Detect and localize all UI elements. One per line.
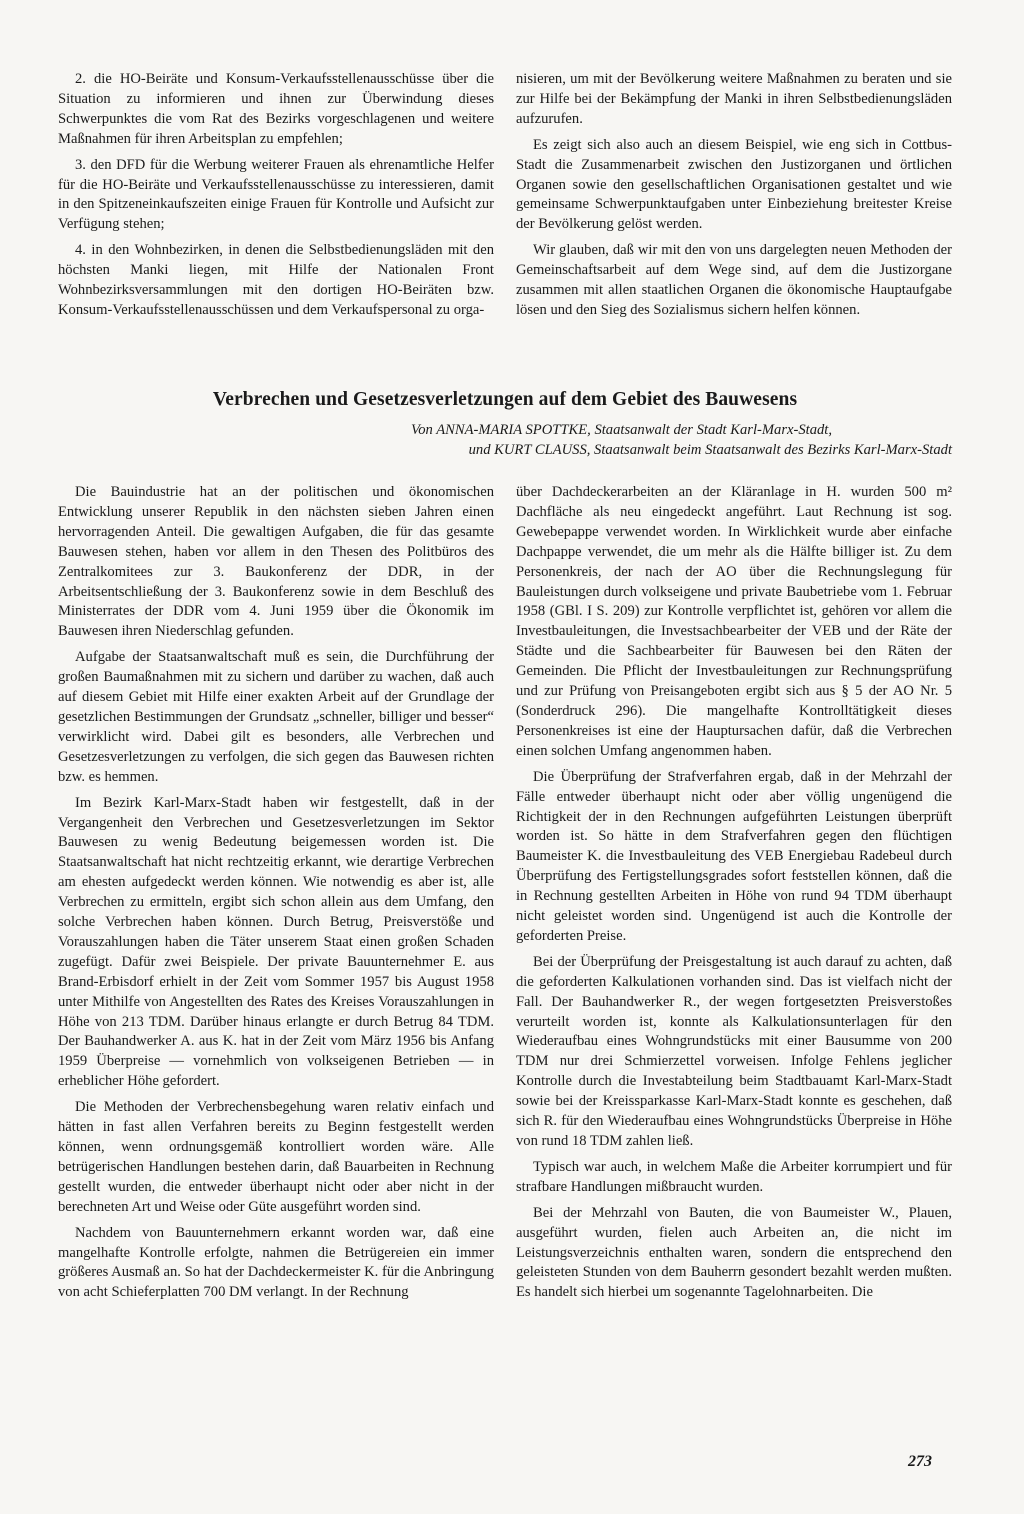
paragraph: Die Methoden der Verbrechensbegehung waren relativ einfach und hätten in fast allen Verfahren bereits zu Beginn festgestellt werden können, wenn ordnungsgemäß kontrolliert worden wäre. Alle betrügerischen Handlungen bestehen darin, daß Bauarbeiten in Rechnung gestellt wurden, die entweder überhaupt nicht oder aber nicht in der berechneten Art und Weise oder Güte ausgeführt worden sind. bbox=[58, 1099, 494, 1215]
list-item: 3. den DFD für die Werbung weiterer Frauen als ehrenamtliche Helfer für die HO-Beiräte und Verkaufsstellenausschüsse zu interessieren, damit in den Spitzeneinkaufszeiten einige Frauen für Kontrolle und Aufsicht zur Verfügung stehen; bbox=[58, 156, 494, 233]
list-item: 2. die HO-Beiräte und Konsum-Verkaufsstellenausschüsse über die Situation zu informieren und ihnen zur Überwindung dieses Schwerpunktes die vom Rat des Bezirks vorgeschlagenen und weitere Maßnahmen für ihren Arbeitsplan zu empfehlen; bbox=[58, 71, 494, 147]
paragraph: Es zeigt sich also auch an diesem Beispiel, wie eng sich in Cottbus-Stadt die Zusammenarbeit zwischen den Justizorganen und örtlichen Organen sowie den gesellschaftlichen Organisationen gestaltet und wie gemeinsame Schwerpunktaufgaben unter Einbeziehung breitester Kreise der Bevölkerung gelöst werden. bbox=[516, 136, 952, 233]
paragraph: über Dachdeckerarbeiten an der Kläranlage in H. wurden 500 m² Dachfläche als neu eingedeckt angeführt. Laut Rechnung ist sog. Gewebepappe verwendet worden. In Wirklichkeit wurde aber einfache Dachpappe verwendet, die um mehr als die Hälfte billiger ist. Zu dem Personenkreis, der nach der AO über die Rechnungslegung für Bauleistungen durch volkseigene und private Baubetriebe vom 1. Februar 1958 (GBl. I S. 209) zur Kontrolle verpflichtet ist, gehören vor allem die Investbauleitungen, die Investsachbearbeiter der VEB und der Räte der Städte und die Sachbearbeiter für Bauwesen bei den Räten der Gemeinden. Die Pflicht der Investbauleitungen zur Rechnungsprüfung und zur Prüfung von Preisangeboten ergibt sich aus § 5 der AO Nr. 5 (Sonderdruck 296). Die mangelhafte Kontrolltätigkeit dieses Personenkreises ist eine der Hauptursachen dafür, daß die Verbrechen einen solchen Umfang angenommen haben. bbox=[516, 484, 952, 759]
article-right-column bbox=[516, 483, 952, 1309]
paragraph: Aufgabe der Staatsanwaltschaft muß es sein, die Durchführung der großen Baumaßnahmen mit zu sichern und darüber zu wachen, daß auch auf diesem Gebiet mit Hilfe einer exakten Arbeit auf der Grundlage der gesetzlichen Bestimmungen der Grundsatz „schneller, billiger und besser“ verwirklicht wird. Dabei gilt es besonders, alle Verbrechen und Gesetzesverletzungen zu verfolgen, die sich gegen das Bauwesen richten bzw. es hemmen. bbox=[58, 649, 494, 785]
top-right-column bbox=[516, 70, 952, 327]
page-number: 273 bbox=[908, 1453, 932, 1470]
paragraph: nisieren, um mit der Bevölkerung weitere Maßnahmen zu beraten und sie zur Hilfe bei der Bekämpfung der Manki in ihren Selbstbedienungsläden aufzurufen. bbox=[516, 71, 952, 127]
article-byline bbox=[140, 421, 952, 460]
article-left-column bbox=[58, 483, 494, 1309]
paragraph: Nachdem von Bauunternehmern erkannt worden war, daß eine mangelhafte Kontrolle erfolgte, nahmen die Betrügereien ein immer größeres Ausmaß an. So hat der Dachdeckermeister K. für die Anbringung von acht Schieferplatten 700 DM verlangt. In der Rechnung bbox=[58, 1224, 494, 1301]
list-item: 4. in den Wohnbezirken, in denen die Selbstbedienungsläden mit den höchsten Manki liegen, mit Hilfe der Nationalen Front Wohnbezirksversammlungen mit den dortigen HO-Beiräten bzw. Konsum-Verkaufsstellenausschüssen und dem Verkaufspersonal zu orga- bbox=[58, 242, 494, 318]
paragraph: Bei der Mehrzahl von Bauten, die von Baumeister W., Plauen, ausgeführt wurden, fielen auch Arbeiten an, die nicht im Leistungsverzeichnis enthalten waren, sondern die entsprechend den geleisteten Stunden von dem Bauherrn gesondert bezahlt werden mußten. Es handelt sich hierbei um sogenannte Tagelohnarbeiten. Die bbox=[516, 1204, 952, 1301]
paragraph: Wir glauben, daß wir mit den von uns dargelegten neuen Methoden der Gemeinschaftsarbeit auf dem Wege sind, auf dem die Justizorgane zusammen mit allen staatlichen Organen die ökonomische Hauptaufgabe lösen und den Sieg des Sozialismus sichern helfen können. bbox=[516, 242, 952, 318]
byline-author-1: Von ANNA-MARIA SPOTTKE, Staatsanwalt der Stadt Karl-Marx-Stadt, bbox=[410, 422, 832, 438]
paragraph: Die Bauindustrie hat an der politischen und ökonomischen Entwicklung unserer Republik in den nächsten sieben Jahren einen hervorragenden Anteil. Die gewaltigen Aufgaben, die für das gesamte Bauwesen stehen, haben vor allem in den Thesen des Politbüros des Zentralkomitees zur 3. Baukonferenz der DDR, in der Arbeitsentschließung der 3. Baukonferenz sowie in dem Beschluß des Ministerrates der DDR vom 4. Juni 1959 über die Ökonomik im Bauwesen ihren Niederschlag gefunden. bbox=[58, 484, 494, 640]
article-title: Verbrechen und Gesetzesverletzungen auf dem Gebiet des Bauwesens bbox=[212, 389, 798, 410]
paragraph: Die Überprüfung der Strafverfahren ergab, daß in der Mehrzahl der Fälle entweder überhaupt nicht oder aber völlig ungenügend die Richtigkeit der in den Rechnungen aufgeführten Leistungen überprüft worden ist. So hätte in dem Strafverfahren gegen den flüchtigen Baumeister K. die Investbauleitung des VEB Energiebau Radebeul durch Überprüfung des Fertigstellungsgrades sofort feststellen können, daß die in Rechnung gestellten Arbeiten in Höhe von rund 94 TDM überhaupt nicht geleistet worden sind. Ungenügend ist auch die Kontrolle der geforderten Preise. bbox=[516, 768, 952, 944]
byline-author-2: und KURT CLAUSS, Staatsanwalt beim Staatsanwalt des Bezirks Karl-Marx-Stadt bbox=[468, 441, 952, 458]
paragraph: Bei der Überprüfung der Preisgestaltung ist auch darauf zu achten, daß die geforderten Kalkulationen vorhanden sind. Das ist vielfach nicht der Fall. Der Bauhandwerker R., der wegen fortgesetzten Preisverstoßes verurteilt worden ist, konnte als Kalkulationsunterlagen für den Wiederaufbau eines Wohngrundstücks mit einer Bausumme von 200 TDM nur drei Schmierzettel vorweisen. Infolge Fehlens jeglicher Kontrolle durch die Investabteilung beim Stadtbauamt Karl-Marx-Stadt sowie bei der Kreissparkasse Karl-Marx-Stadt konnte es geschehen, daß sich R. für den Wiederaufbau eines Wohngrundstücks Überpreise in Höhe von rund 18 TDM zahlen ließ. bbox=[516, 953, 952, 1149]
paragraph: Typisch war auch, in welchem Maße die Arbeiter korrumpiert und für strafbare Handlungen mißbraucht wurden. bbox=[516, 1158, 952, 1195]
top-left-column bbox=[58, 70, 494, 327]
paragraph: Im Bezirk Karl-Marx-Stadt haben wir festgestellt, daß in der Vergangenheit den Verbrechen und Gesetzesverletzungen im Sektor Bauwesen zu wenig Bedeutung beigemessen worden ist. Die Staatsanwaltschaft hat nicht rechtzeitig erkannt, wie derartige Verbrechen am ehesten aufgedeckt werden können. Wie notwendig es aber ist, alle Verbrechen zu ermitteln, ergibt sich schon allein aus dem Umfang, den solche Verbrechen haben können. Durch Betrug, Preisverstöße und Vorauszahlungen haben die Täter unserem Staat einen großen Schaden zugefügt. Dafür zwei Beispiele. Der private Bauunternehmer E. aus Brand-Erbisdorf erhielt in der Zeit vom Sommer 1957 bis August 1958 unter Mithilfe von Angestellten des Rates des Kreises Vorauszahlungen in Höhe von 213 TDM. Darüber hinaus erlangte er durch Betrug 84 TDM. Der Bauhandwerker A. aus K. hat in der Zeit vom März 1956 bis Anfang 1959 Überpreise — vornehmlich von volkseigenen Betrieben — in erheblicher Höhe gefordert. bbox=[58, 794, 494, 1090]
